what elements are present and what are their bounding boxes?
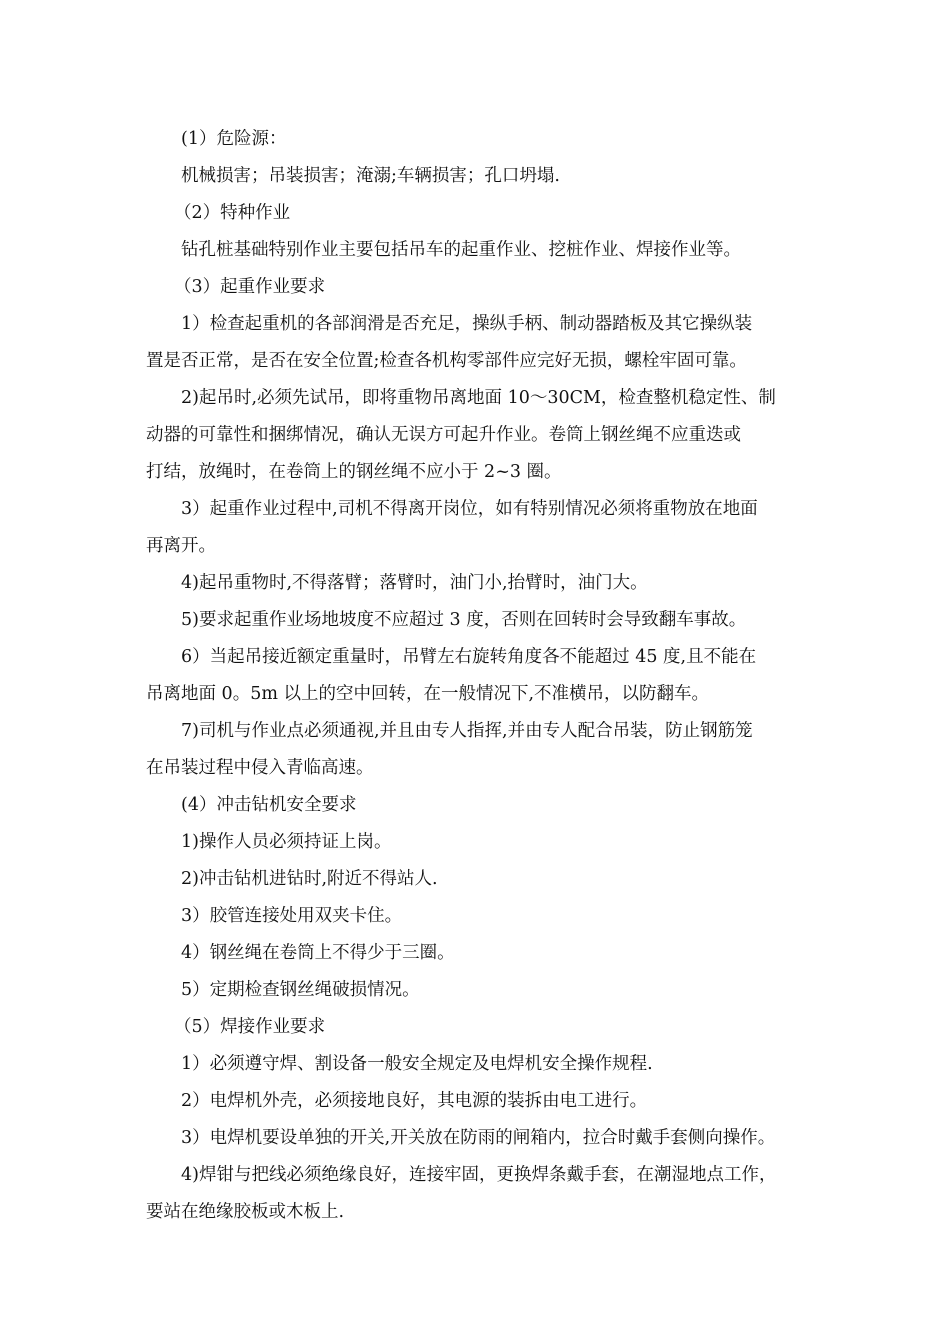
section-heading-lifting: （3）起重作业要求	[174, 277, 326, 297]
paragraph-line: 6）当起吊接近额定重量时，吊臂左右旋转角度各不能超过 45 度,且不能在	[181, 647, 757, 667]
paragraph-line: 吊离地面 0。5m 以上的空中回转，在一般情况下,不准横吊，以防翻车。	[146, 684, 710, 704]
paragraph-line: 5）定期检查钢丝绳破损情况。	[181, 980, 420, 1000]
paragraph-line: 置是否正常，是否在安全位置;检查各机构零部件应完好无损，螺栓牢固可靠。	[146, 351, 747, 371]
paragraph-line: 在吊装过程中侵入青临高速。	[146, 758, 374, 778]
section-heading-welding: （5）焊接作业要求	[174, 1017, 326, 1037]
paragraph-line: 2)冲击钻机进钻时,附近不得站人.	[181, 869, 438, 889]
paragraph-line: 4)焊钳与把线必须绝缘良好，连接牢固，更换焊条戴手套，在潮湿地点工作，	[181, 1165, 777, 1185]
paragraph-line: 4）钢丝绳在卷筒上不得少于三圈。	[181, 943, 455, 963]
paragraph-line: 1)操作人员必须持证上岗。	[181, 832, 392, 852]
paragraph-line: 4)起吊重物时,不得落臂；落臂时，油门小,抬臂时，油门大。	[181, 573, 648, 593]
paragraph-line: 2）电焊机外壳，必须接地良好，其电源的装拆由电工进行。	[181, 1091, 648, 1111]
paragraph-line: 7)司机与作业点必须通视,并且由专人指挥,并由专人配合吊装，防止钢筋笼	[181, 721, 753, 741]
document-body	[146, 121, 818, 1231]
paragraph-line: 3）电焊机要设单独的开关,开关放在防雨的闸箱内，拉合时戴手套侧向操作。	[181, 1128, 776, 1148]
paragraph-line: 钻孔桩基础特别作业主要包括吊车的起重作业、挖桩作业、焊接作业等。	[181, 240, 741, 260]
paragraph-line: 打结，放绳时，在卷筒上的钢丝绳不应小于 2~3 圈。	[146, 462, 562, 482]
paragraph-line: 1）必须遵守焊、割设备一般安全规定及电焊机安全操作规程.	[181, 1054, 653, 1074]
paragraph-line: 1）检查起重机的各部润滑是否充足，操纵手柄、制动器踏板及其它操纵装	[181, 314, 753, 334]
paragraph-line: 3）起重作业过程中,司机不得离开岗位，如有特别情况必须将重物放在地面	[181, 499, 758, 519]
section-heading-drill: (4）冲击钻机安全要求	[181, 795, 357, 815]
paragraph-line: 要站在绝缘胶板或木板上.	[146, 1202, 345, 1222]
paragraph-line: 3）胶管连接处用双夹卡住。	[181, 906, 403, 926]
paragraph-line: 动器的可靠性和捆绑情况，确认无误方可起升作业。卷筒上钢丝绳不应重迭或	[146, 425, 741, 445]
section-heading-special-work: （2）特种作业	[174, 203, 291, 223]
paragraph-line: 机械损害；吊装损害；淹溺;车辆损害；孔口坍塌.	[181, 166, 560, 186]
paragraph-line: 5)要求起重作业场地坡度不应超过 3 度，否则在回转时会导致翻车事故。	[181, 610, 747, 630]
section-heading-hazards: (1）危险源：	[181, 129, 287, 149]
paragraph-line: 2)起吊时,必须先试吊，即将重物吊离地面 10～30CM，检查整机稳定性、制	[181, 388, 776, 408]
paragraph-line: 再离开。	[146, 536, 216, 556]
